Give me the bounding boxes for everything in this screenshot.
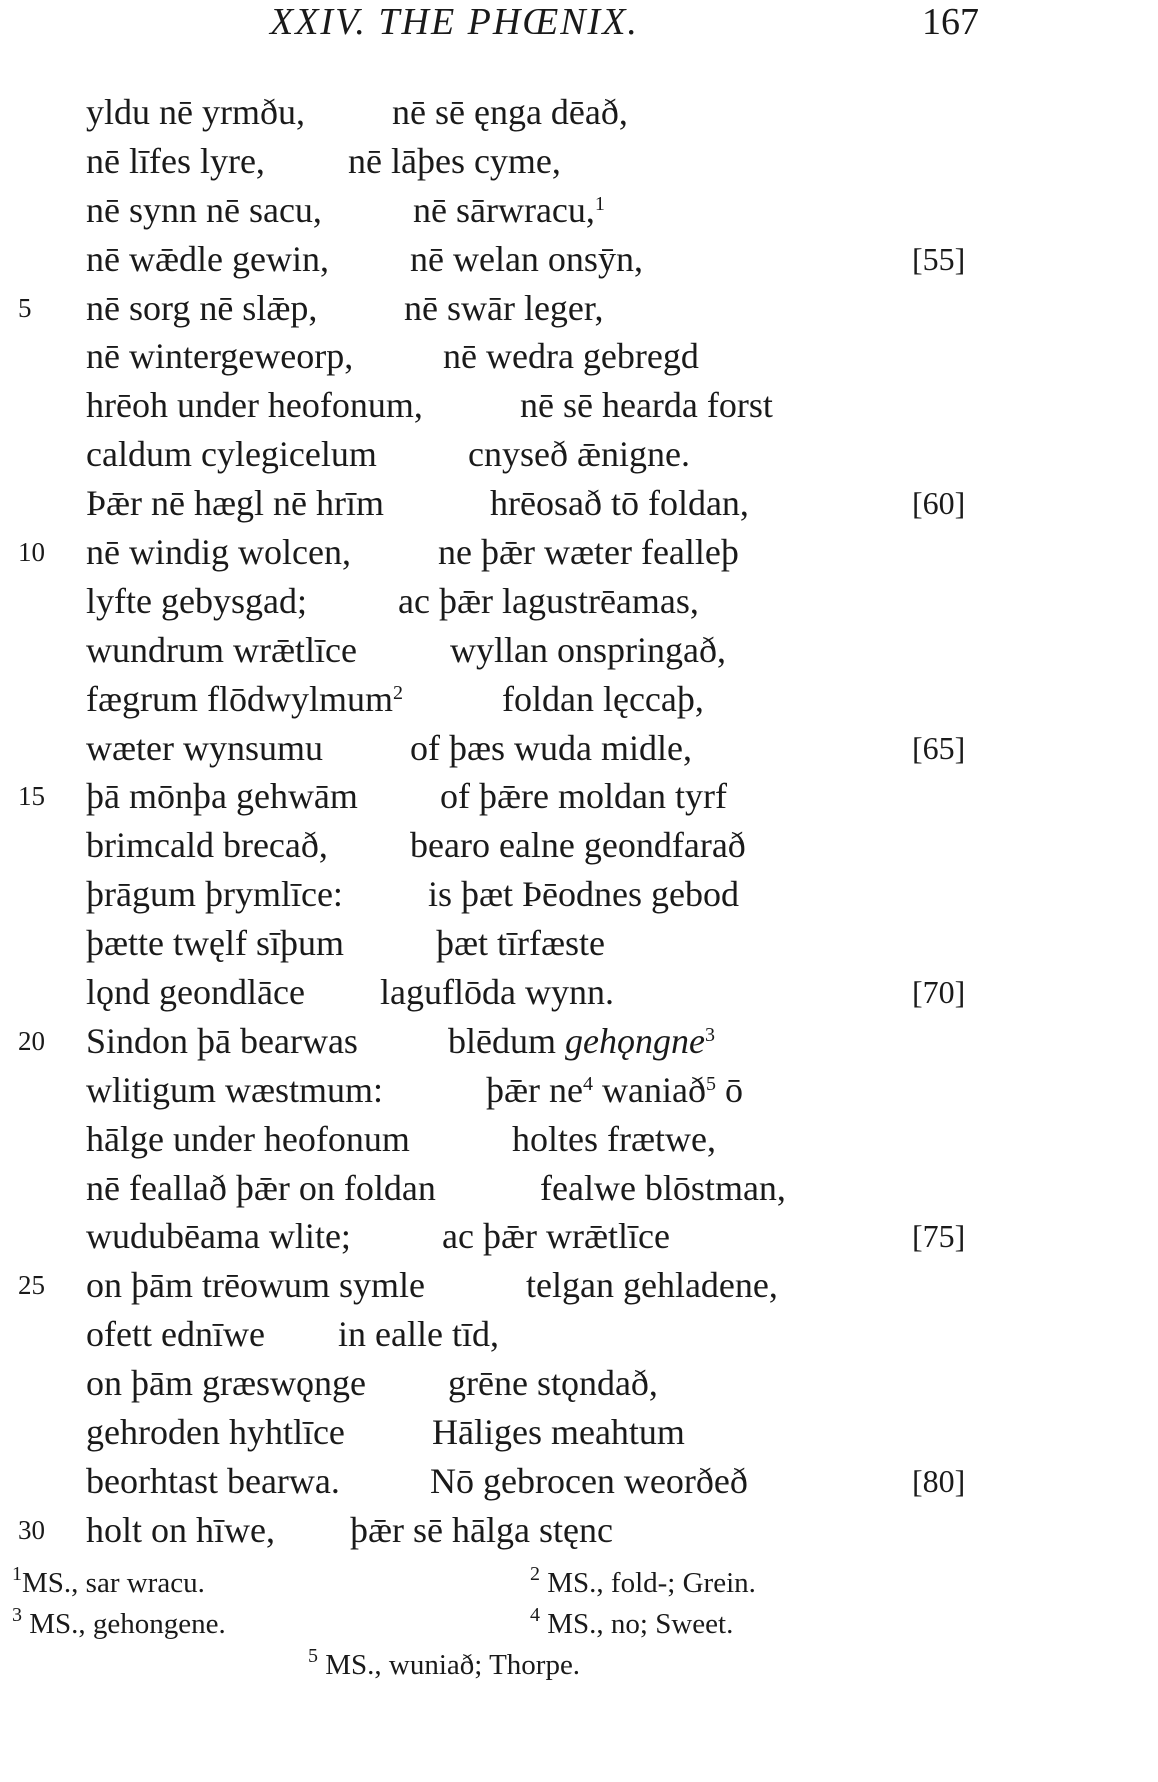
verse-line <box>0 1115 1158 1164</box>
verse-b-text: blēdum <box>448 1020 556 1061</box>
footnote-mark: 4 <box>530 1604 540 1626</box>
line-ref: [80] <box>912 1462 966 1499</box>
verse-line <box>0 381 1158 430</box>
verse-a: wudubēama wlite; <box>86 1216 351 1257</box>
verse-line <box>0 1212 1158 1261</box>
verse-line <box>0 1164 1158 1213</box>
verse-b: wyllan onspringað, <box>450 629 726 670</box>
verse-line <box>0 919 1158 968</box>
verse-a <box>86 675 403 724</box>
verse-line <box>0 724 1158 773</box>
footnote-ref: 1 <box>594 192 605 215</box>
verse-b-text-2: waniað <box>601 1069 706 1110</box>
verse-a: nē wǣdle gewin, <box>86 238 329 279</box>
verse-line <box>0 1066 1158 1115</box>
verse-b: nē sē hearda forst <box>520 385 773 426</box>
verse-b: grēne stǫndað, <box>448 1363 658 1404</box>
verse-b: Hāliges meahtum <box>432 1412 685 1453</box>
verse-b: in ealle tīd, <box>338 1314 499 1355</box>
verse-a: lyfte gebysgad; <box>86 580 307 621</box>
verse-line <box>0 88 1158 137</box>
verse-b: ac þǣr wrǣtlīce <box>442 1216 670 1257</box>
verse-line <box>0 968 1158 1017</box>
verse-a: nē feallað þǣr on foldan <box>86 1167 436 1208</box>
verse-b: ne þǣr wæter fealleþ <box>438 532 739 573</box>
verse-a: gehroden hyhtlīce <box>86 1412 345 1453</box>
footnote-text: MS., fold-; Grein. <box>547 1567 756 1599</box>
verse-a: nē sorg nē slǣp, <box>86 287 318 328</box>
verse-a: Þǣr nē hægl nē hrīm <box>86 483 384 524</box>
verse-b: nē sē ęnga dēað, <box>392 92 628 132</box>
verse-a: brimcald brecað, <box>86 825 328 866</box>
footnote-mark: 2 <box>530 1563 540 1585</box>
footnote-text: MS., sar wracu. <box>22 1567 205 1599</box>
verse-a: on þām trēowum symle <box>86 1265 425 1306</box>
verse-line <box>0 1457 1158 1506</box>
footnote-mark: 5 <box>308 1645 318 1667</box>
footnote-ref: 4 <box>582 1072 593 1095</box>
footnote-2 <box>530 1563 756 1604</box>
verse-line <box>0 675 1158 724</box>
footnote-4 <box>530 1604 733 1645</box>
verse-b: nē welan onsȳn, <box>410 238 643 279</box>
verse-a: hrēoh under heofonum, <box>86 385 423 426</box>
verse-line <box>0 528 1158 577</box>
verse-b: laguflōda wynn. <box>380 972 614 1013</box>
verse-b: telgan gehladene, <box>526 1265 778 1306</box>
verse-a: hālge under heofonum <box>86 1118 410 1159</box>
verse-a: þā mōnþa gehwām <box>86 776 358 817</box>
footnote-mark: 1 <box>12 1563 22 1585</box>
verse-b-text-3: ō <box>724 1069 743 1110</box>
line-ref: [75] <box>912 1218 966 1255</box>
verse-line <box>0 1506 1158 1555</box>
verse-line <box>0 1359 1158 1408</box>
line-ref: [60] <box>912 485 966 522</box>
verse-line <box>0 1408 1158 1457</box>
verse-b: foldan lęccaþ, <box>502 678 704 719</box>
verse-a: on þām græswǫnge <box>86 1363 366 1404</box>
verse-a: wlitigum wæstmum: <box>86 1069 384 1110</box>
verse-a: wæter wynsumu <box>86 727 323 768</box>
verse-a: yldu nē yrmðu, <box>86 92 305 132</box>
line-ref: [55] <box>912 240 966 277</box>
footnote-3 <box>12 1604 226 1645</box>
verse-b: nē lāþes cyme, <box>348 140 561 181</box>
verse-line <box>0 1261 1158 1310</box>
verse-line <box>0 332 1158 381</box>
verse-a: þrāgum þrymlīce: <box>86 874 343 915</box>
verse-b-text: nē sārwracu, <box>413 189 595 230</box>
verse-b: cnyseð ǣnigne. <box>468 434 690 475</box>
verse-b: bearo ealne geondfarað <box>410 825 746 866</box>
verse-a: nē wintergeweorp, <box>86 336 354 377</box>
footnote-ref: 2 <box>392 681 403 704</box>
verse-b: Nō gebrocen weorðeð <box>430 1460 748 1501</box>
footnote-ref: 5 <box>705 1072 716 1095</box>
verse-line <box>0 430 1158 479</box>
footnote-ref: 3 <box>704 1023 715 1046</box>
verse-line <box>0 626 1158 675</box>
verse-b: holtes frætwe, <box>512 1118 716 1159</box>
poem-text <box>0 88 1158 1555</box>
verse-b: nē wedra gebregd <box>443 336 699 377</box>
verse-b: þǣr sē hālga stęnc <box>350 1509 613 1550</box>
verse-b: is þæt Þēodnes gebod <box>428 874 739 915</box>
footnote-row <box>0 1604 1158 1645</box>
verse-b <box>486 1066 743 1115</box>
footnote-text: MS., wuniað; Thorpe. <box>325 1649 581 1681</box>
footnote-mark: 3 <box>12 1604 22 1626</box>
line-number: 20 <box>18 1025 45 1056</box>
verse-line <box>0 1310 1158 1359</box>
verse-a: beorhtast bearwa. <box>86 1460 340 1501</box>
line-number: 15 <box>18 781 45 812</box>
footnote-text: MS., no; Sweet. <box>547 1608 734 1640</box>
page-number: 167 <box>922 1 979 43</box>
verse-a: holt on hīwe, <box>86 1509 275 1550</box>
verse-b: of þǣre moldan tyrf <box>440 776 727 817</box>
verse-a: nē windig wolcen, <box>86 532 351 573</box>
verse-line <box>0 577 1158 626</box>
footnote-5 <box>308 1645 580 1686</box>
verse-b: fealwe blōstman, <box>540 1167 786 1208</box>
verse-line <box>0 137 1158 186</box>
verse-line <box>0 284 1158 333</box>
verse-line <box>0 1017 1158 1066</box>
verse-b: þæt tīrfæste <box>436 923 605 964</box>
footnotes <box>0 1563 1158 1686</box>
line-number: 10 <box>18 537 45 568</box>
verse-a: nē synn nē sacu, <box>86 189 322 230</box>
verse-line <box>0 235 1158 284</box>
line-ref: [65] <box>912 729 966 766</box>
verse-b <box>413 186 605 235</box>
verse-b-text: þǣr ne <box>486 1069 583 1110</box>
line-number: 30 <box>18 1514 45 1545</box>
verse-line <box>0 479 1158 528</box>
verse-b-italic: gehǫngne <box>564 1020 705 1061</box>
verse-a: caldum cylegicelum <box>86 434 377 475</box>
verse-b: ac þǣr lagustrēamas, <box>398 580 699 621</box>
verse-a: ofett ednīwe <box>86 1314 265 1355</box>
footnote-1 <box>12 1563 205 1604</box>
verse-line <box>0 870 1158 919</box>
verse-a: lǫnd geondlāce <box>86 972 305 1013</box>
running-header-title: XXIV. THE PHŒNIX. <box>270 1 639 43</box>
verse-a: nē līfes lyre, <box>86 140 265 181</box>
verse-b: of þæs wuda midle, <box>410 727 692 768</box>
verse-line <box>0 772 1158 821</box>
footnote-row <box>0 1645 1158 1686</box>
footnote-text: MS., gehongene. <box>29 1608 226 1640</box>
verse-a: Sindon þā bearwas <box>86 1020 358 1061</box>
verse-b <box>448 1017 715 1066</box>
verse-a: wundrum wrǣtlīce <box>86 629 357 670</box>
verse-line <box>0 821 1158 870</box>
verse-b: hrēosað tō foldan, <box>490 483 749 524</box>
line-ref: [70] <box>912 974 966 1011</box>
verse-a: þætte twęlf sīþum <box>86 923 344 964</box>
verse-line <box>0 186 1158 235</box>
verse-b: nē swār leger, <box>404 287 604 328</box>
line-number: 25 <box>18 1270 45 1301</box>
footnote-row <box>0 1563 1158 1604</box>
verse-a-text: fægrum flōdwylmum <box>86 678 393 719</box>
line-number: 5 <box>18 292 32 323</box>
